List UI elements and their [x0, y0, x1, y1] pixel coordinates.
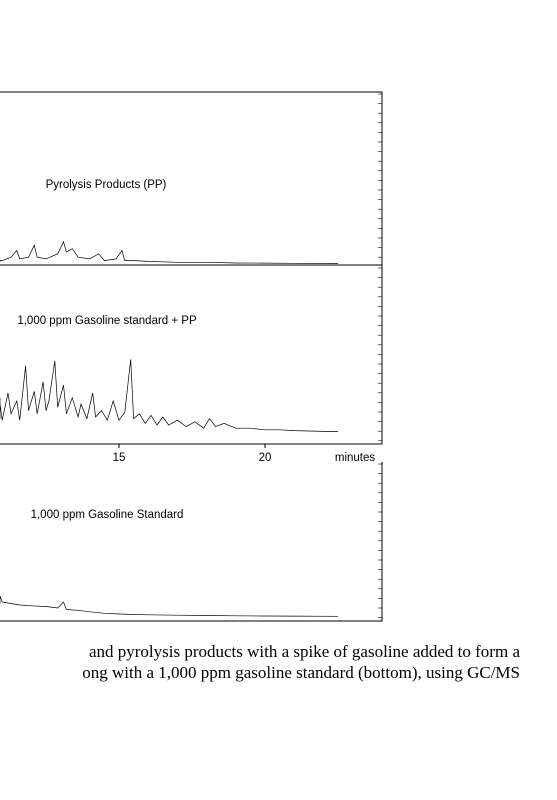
- trace-gasoline-standard: [0, 596, 338, 616]
- panel-2-frame: [0, 265, 382, 444]
- panel-3-frame: [0, 462, 382, 621]
- trace-pyrolysis-products: [0, 242, 338, 264]
- annotation-gasoline-standard: 1,000 ppm Gasoline Standard: [30, 509, 184, 521]
- panel-gasoline-plus-pp: [0, 265, 382, 464]
- caption-line-2: ong with a 1,000 ppm gasoline standard (bottom), using GC/MS: [82, 663, 520, 682]
- x-axis: [113, 444, 376, 464]
- panel-gasoline-standard: [0, 462, 382, 621]
- trace-gasoline-plus-pp: [0, 359, 338, 431]
- annotation-gasoline-plus-pp: 1,000 ppm Gasoline standard + PP: [17, 315, 197, 327]
- x-tick-label-20: 20: [258, 452, 272, 464]
- x-axis-label: minutes: [334, 452, 376, 464]
- panel-1-minor-ticks: [378, 94, 382, 257]
- annotation-pyrolysis-products: Pyrolysis Products (PP): [45, 179, 167, 191]
- figure-caption: [0, 641, 520, 683]
- caption-line-1: and pyrolysis products with a spike of gasoline added to form a: [88, 642, 520, 661]
- panel-2-minor-ticks: [378, 268, 382, 441]
- x-tick-label-15: 15: [112, 452, 126, 464]
- panel-pyrolysis-products: [0, 92, 382, 265]
- panel-3-minor-ticks: [378, 464, 382, 618]
